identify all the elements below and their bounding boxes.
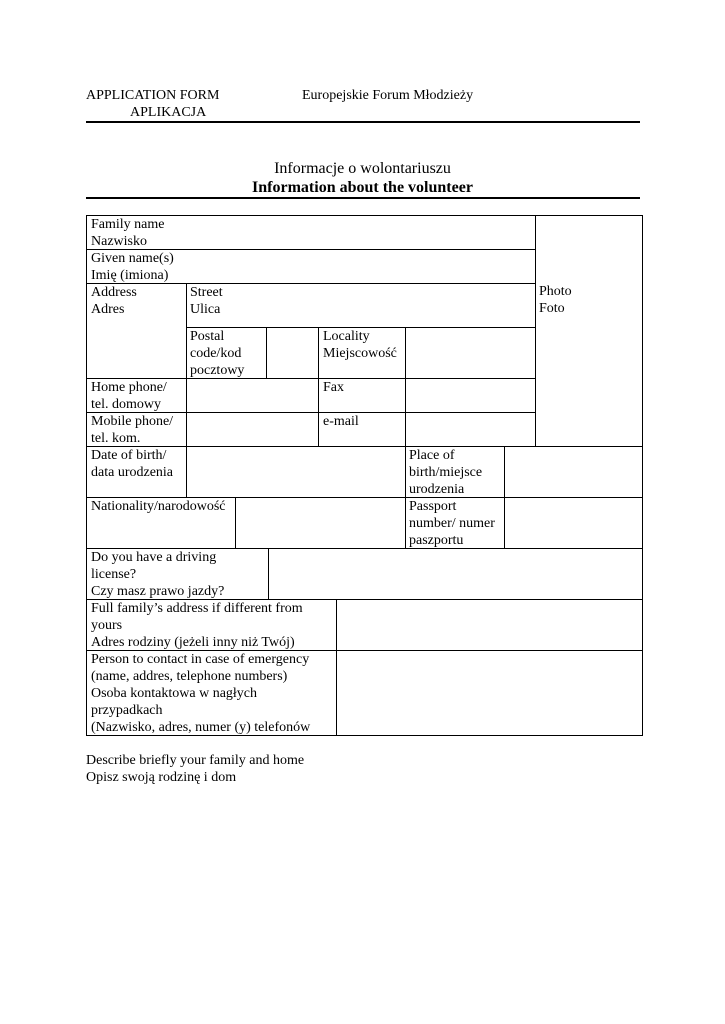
place-of-birth-label: Place of birth/miejsce urodzenia: [409, 448, 483, 497]
mobile-phone-label: Mobile phone/ tel. kom.: [91, 414, 174, 446]
family-name-field[interactable]: [87, 232, 535, 249]
section-rule: [86, 197, 640, 199]
family-description-field[interactable]: [86, 790, 642, 990]
organization-name: Europejskie Forum Młodzieży: [302, 88, 474, 103]
street-label: Street Ulica: [190, 285, 223, 317]
passport-label: Passport number/ numer paszportu: [409, 499, 495, 548]
family-address-field[interactable]: [337, 600, 642, 650]
form-title-pl: APLIKACJA: [130, 105, 207, 120]
date-of-birth-label: Date of birth/ data urodzenia: [91, 448, 174, 480]
form-title-en: APPLICATION FORM: [86, 88, 220, 103]
locality-field[interactable]: [406, 328, 535, 378]
driving-license-field[interactable]: [269, 549, 642, 599]
home-phone-label: Home phone/ tel. domowy: [91, 380, 167, 412]
photo-label: Photo Foto: [539, 284, 572, 316]
locality-label: Locality Miejscowość: [323, 329, 397, 361]
nationality-field[interactable]: [236, 498, 405, 548]
mobile-phone-field[interactable]: [187, 413, 318, 446]
emergency-contact-label: Person to contact in case of emergency (name, addres, telephone numbers) Osoba kontaktowa w nagłych przypadkach (Nazwisko, adres, numer (y) telefonów: [91, 652, 311, 735]
email-label: e-mail: [323, 414, 359, 429]
emergency-contact-field[interactable]: [337, 651, 642, 735]
home-phone-field[interactable]: [187, 379, 318, 412]
email-field[interactable]: [406, 413, 535, 446]
street-field[interactable]: [240, 284, 535, 327]
postal-code-label: Postal code/kod pocztowy: [190, 329, 245, 378]
describe-family-en: Describe briefly your family and home: [86, 753, 305, 768]
fax-label: Fax: [323, 380, 344, 395]
nationality-label: Nationality/narodowość: [91, 499, 226, 514]
section-title-pl: Informacje o wolontariuszu: [274, 160, 451, 177]
given-names-label: Given name(s) Imię (imiona): [91, 251, 174, 283]
describe-family-pl: Opisz swoją rodzinę i dom: [86, 770, 237, 785]
driving-license-label: Do you have a driving license? Czy masz prawo jazdy?: [91, 550, 225, 599]
family-address-label: Full family’s address if different from yours Adres rodziny (jeżeli inny niż Twój): [91, 601, 303, 650]
given-names-field[interactable]: [87, 266, 535, 283]
photo-field[interactable]: [536, 216, 642, 446]
family-name-label: Family name Nazwisko: [91, 217, 165, 249]
place-of-birth-field[interactable]: [505, 447, 642, 497]
passport-field[interactable]: [505, 498, 642, 548]
header-rule: [86, 121, 640, 123]
address-label: Address Adres: [91, 285, 137, 317]
date-of-birth-field[interactable]: [187, 447, 405, 497]
section-title-en: Information about the volunteer: [252, 179, 473, 196]
postal-code-field[interactable]: [267, 328, 318, 378]
fax-field[interactable]: [406, 379, 535, 412]
